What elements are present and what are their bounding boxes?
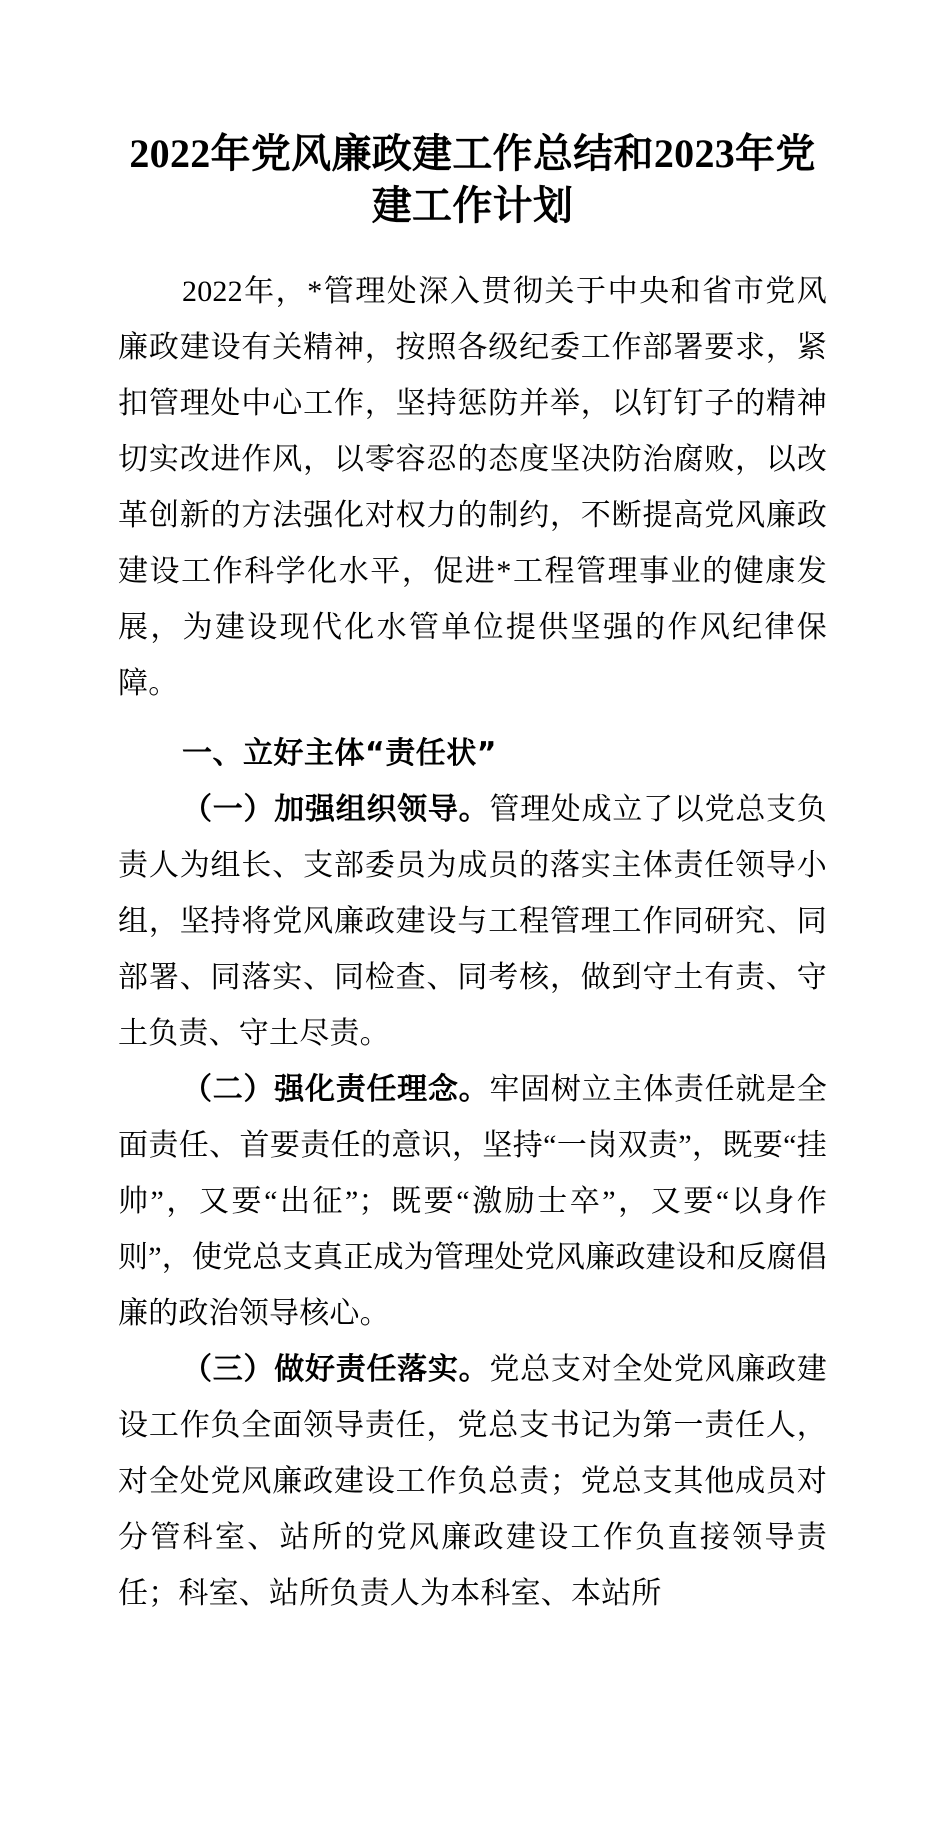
section-heading-1: 一、立好主体“责任状” <box>182 736 497 771</box>
paragraph-intro: 2022年，*管理处深入贯彻关于中央和省市党风廉政建设有关精神，按照各级纪委工作部署要求，紧扣管理处中心工作，坚持惩防并举，以钉钉子的精神切实改进作风，以零容忍的态度坚决防治腐败，以改革创新的方法强化对权力的制约，不断提高党风廉政建设工作科学化水平，促进*工程管理事业的健康发展，为建设现代化水管单位提供坚强的作风纪律保障。 <box>118 275 827 700</box>
paragraph-item-3 <box>118 1342 827 1622</box>
paragraph-item-3-lead: （三）做好责任落实。 <box>182 1353 490 1386</box>
document-body <box>118 0 827 1842</box>
page-title: 2022年党风廉政建工作总结和2023年党建工作计划 <box>129 131 816 228</box>
paragraph-item-1-lead: （一）加强组织领导。 <box>182 793 490 826</box>
paragraph-item-1-text: 管理处成立了以党总支负责人为组长、支部委员为成员的落实主体责任领导小组，坚持将党风廉政建设与工程管理工作同研究、同部署、同落实、同检查、同考核，做到守土有责、守土负责、守土尽责。 <box>118 793 828 1050</box>
paragraph-item-2-text: 牢固树立主体责任就是全面责任、首要责任的意识，坚持“一岗双责”，既要“挂帅”，又要“出征”；既要“激励士卒”，又要“以身作则”，使党总支真正成为管理处党风廉政建设和反腐倡廉的政治领导核心。 <box>118 1073 828 1330</box>
paragraph-item-1 <box>118 782 827 1062</box>
paragraph-item-2-lead: （二）强化责任理念。 <box>182 1073 490 1106</box>
page-bottom-spacer <box>118 1622 827 1842</box>
paragraph-item-3-text: 党总支对全处党风廉政建设工作负全面领导责任，党总支书记为第一责任人，对全处党风廉政建设工作负总责；党总支其他成员对分管科室、站所的党风廉政建设工作负直接领导责任；科室、站所负责人为本科室、本站所 <box>118 1353 828 1610</box>
paragraph-item-2 <box>118 1062 827 1342</box>
